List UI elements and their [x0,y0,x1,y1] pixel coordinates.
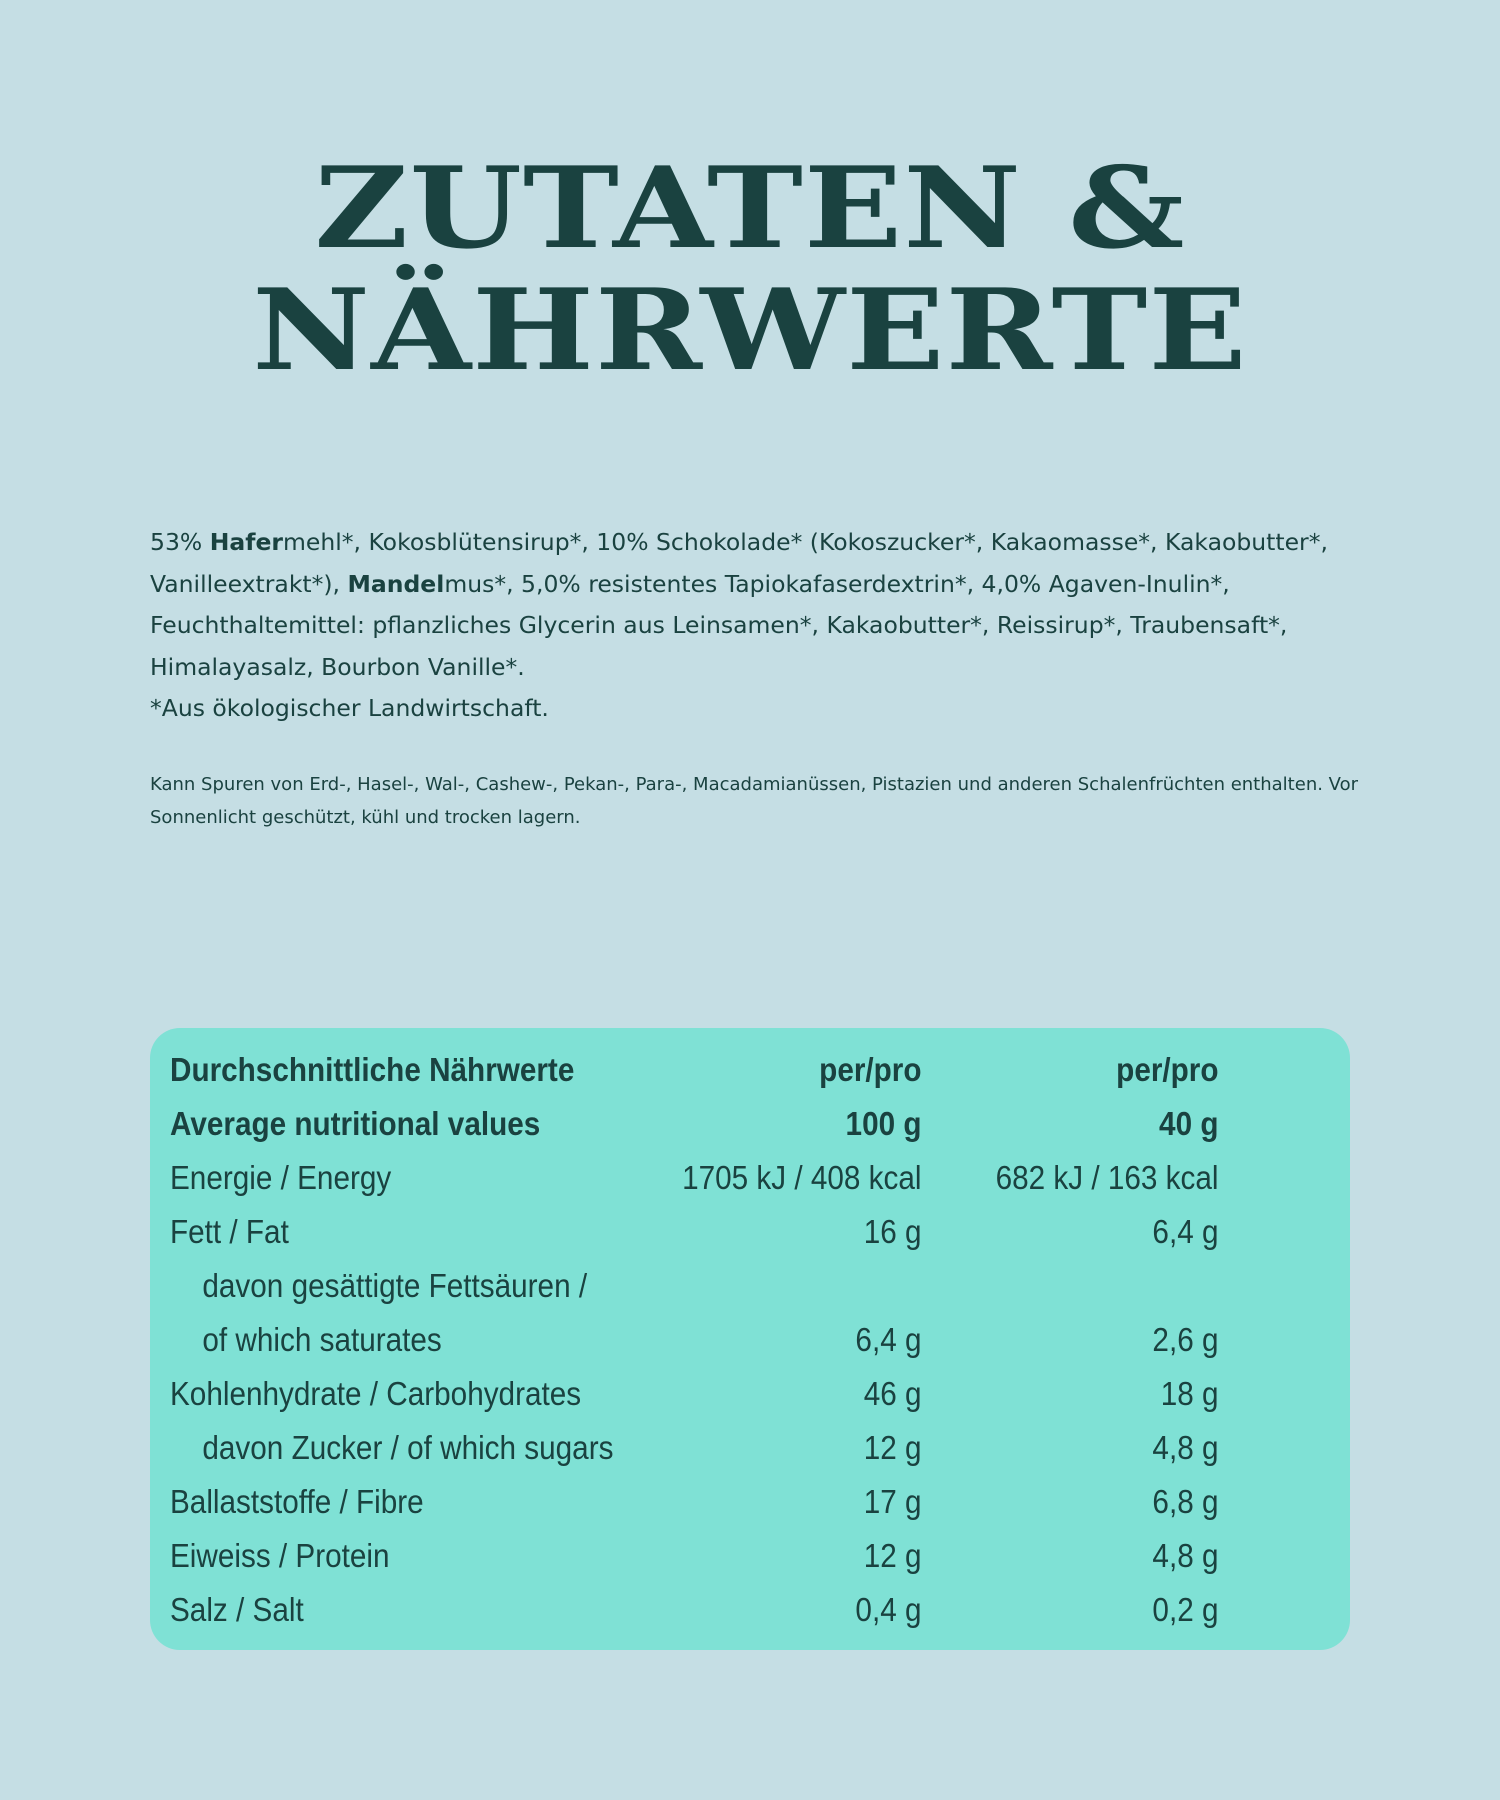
title-line-1: ZUTATEN & [314,143,1186,274]
value-per100: 17 g [863,1483,922,1520]
header-per100: 100 g [845,1105,922,1142]
nutrient-label: davon Zucker / of which sugars [202,1429,614,1466]
header-label: Average nutritional values [170,1105,541,1142]
value-per40: 0,2 g [1152,1591,1219,1628]
allergen-notice: Kann Spuren von Erd-, Hasel-, Wal-, Cashew-, Pekan-, Para-, Macadamianüssen, Pistazien und anderen Schalenfrüchten enthalten. Vor Sonnenlicht geschützt, kühl und trocken lagern. [150,774,1358,828]
table-row [170,1259,1219,1313]
nutrient-label: of which saturates [202,1321,442,1358]
nutrient-label: Salz / Salt [170,1591,304,1628]
table-row [170,1529,1219,1583]
header-per40: per/pro [1116,1051,1219,1088]
value-per40: 2,6 g [1152,1321,1219,1358]
table-row [170,1475,1219,1529]
nutrition-table [150,1028,1350,1650]
value-per40: 6,8 g [1152,1483,1219,1520]
nutrient-label: Energie / Energy [170,1159,392,1196]
nutrient-label: Fett / Fat [170,1213,289,1250]
value-per100: 12 g [863,1429,922,1466]
header-per40: 40 g [1159,1105,1219,1142]
value-per100: 46 g [863,1375,922,1412]
table-header-row [170,1043,1219,1097]
value-per100: 0,4 g [855,1591,922,1628]
value-per100: 16 g [863,1213,922,1250]
value-per40: 4,8 g [1152,1537,1219,1574]
table-row [170,1367,1219,1421]
allergen-almond: Mandel [347,569,445,598]
value-per40: 682 kJ / 163 kcal [995,1159,1219,1196]
nutrient-label: davon gesättigte Fettsäuren / [202,1267,588,1304]
table-row [170,1205,1219,1259]
ingredients-text: 53% Hafermehl*, Kokosblütensirup*, 10% Schokolade* (Kokoszucker*, Kakaomasse*, Kakaobutter*, Vanilleextrakt*), Mandelmus*, 5,0% resistentes Tapiokafaserdextrin*, 4,0% Agaven-Inulin*, Feuchthaltemittel: pflanzliches Glycerin aus Leinsamen*, Kakaobutter*, Reissirup*, Traubensaft*, Himalayasalz, Bourbon Vanille*. [150,528,1328,681]
value-per100: 1705 kJ / 408 kcal [682,1159,922,1196]
header-per100: per/pro [819,1051,922,1088]
nutrient-label: Kohlenhydrate / Carbohydrates [170,1375,582,1412]
organic-note: *Aus ökologischer Landwirtschaft. [150,694,549,722]
table-row [170,1583,1219,1637]
nutrient-label: Ballaststoffe / Fibre [170,1483,424,1520]
nutrient-label: Eiweiss / Protein [170,1537,390,1574]
allergen-oat: Hafer [209,528,283,556]
value-per40: 4,8 g [1152,1429,1219,1466]
table-header-row [170,1097,1219,1151]
value-per100: 6,4 g [855,1321,922,1358]
header-label: Durchschnittliche Nährwerte [170,1051,575,1088]
value-per40: 18 g [1160,1375,1219,1412]
value-per100: 12 g [863,1537,922,1574]
title-line-2: NÄHRWERTE [252,265,1248,396]
ingredients-list [150,522,1360,730]
value-per40: 6,4 g [1152,1213,1219,1250]
table-row [170,1151,1219,1205]
table-row [170,1421,1219,1475]
page-title [0,143,1500,396]
table-row [170,1313,1219,1367]
